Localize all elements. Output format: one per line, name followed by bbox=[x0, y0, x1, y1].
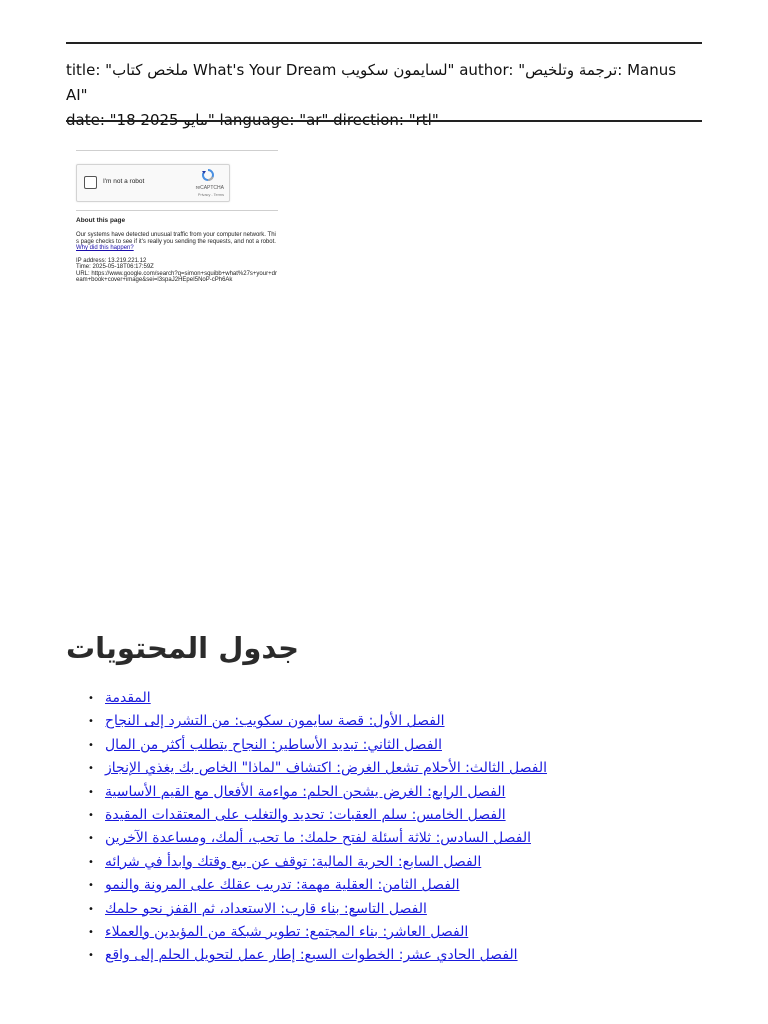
bullet-icon: • bbox=[88, 833, 94, 845]
toc-link[interactable]: الفصل الثامن: العقلية مهمة: تدريب عقلك على المرونة والنمو bbox=[105, 877, 460, 894]
bullet-icon: • bbox=[88, 926, 94, 938]
about-paragraph: Our systems have detected unusual traffic from your computer network. This page checks to see if it's really you sending the requests, and not a robot. bbox=[76, 232, 276, 245]
captcha-screenshot bbox=[76, 150, 278, 290]
toc-link[interactable]: الفصل التاسع: بناء قارب: الاستعداد، ثم القفز نحو حلمك bbox=[105, 900, 427, 917]
recaptcha-widget[interactable] bbox=[76, 164, 230, 202]
timestamp: Time: 2025-05-18T06:17:59Z bbox=[76, 264, 154, 270]
toc-item bbox=[88, 687, 547, 710]
why-link[interactable]: Why did this happen? bbox=[76, 245, 134, 251]
bottom-rule bbox=[66, 120, 702, 122]
bullet-icon: • bbox=[88, 693, 94, 704]
toc-list bbox=[88, 687, 547, 968]
bullet-icon: • bbox=[88, 739, 94, 751]
recaptcha-terms[interactable]: Privacy - Terms bbox=[197, 193, 224, 197]
toc-link[interactable]: المقدمة bbox=[105, 690, 151, 706]
toc-item bbox=[88, 874, 547, 897]
diagnostics bbox=[76, 258, 278, 284]
toc-item bbox=[88, 827, 547, 850]
toc-item bbox=[88, 944, 547, 967]
toc-item bbox=[88, 710, 547, 733]
toc-heading: جدول المحتويات bbox=[66, 631, 300, 665]
toc-item bbox=[88, 804, 547, 827]
recaptcha-checkbox[interactable] bbox=[84, 176, 97, 189]
toc-link[interactable]: الفصل الثاني: تبديد الأساطير: النجاح يتطلب أكثر من المال bbox=[105, 736, 442, 753]
bullet-icon: • bbox=[88, 880, 94, 892]
toc-item bbox=[88, 734, 547, 757]
toc-item bbox=[88, 898, 547, 921]
toc-link[interactable]: الفصل السادس: ثلاثة أسئلة لفتح حلمك: ما تحب، ألمك، ومساعدة الآخرين bbox=[105, 830, 531, 847]
captcha-divider bbox=[76, 210, 278, 211]
toc-item bbox=[88, 781, 547, 804]
toc-link[interactable]: الفصل السابع: الحرية المالية: توقف عن بيع وقتك وابدأ في شرائه bbox=[105, 853, 482, 870]
bullet-icon: • bbox=[88, 716, 94, 728]
top-rule bbox=[66, 42, 702, 44]
front-matter-line-1: title: "ملخص كتاب What's Your Dream لسايمون سكويب" author: "ترجمة وتلخيص: Manus AI" bbox=[66, 61, 677, 104]
toc-item bbox=[88, 851, 547, 874]
request-url: URL: https://www.google.com/search?q=simon+squibb+what%27s+your+dream+book+cover+image&sei=l3spaJ2HEpeI5NoP-cPh6Ak bbox=[76, 270, 277, 283]
about-text bbox=[76, 232, 278, 252]
bullet-icon: • bbox=[88, 903, 94, 915]
bullet-icon: • bbox=[88, 856, 94, 868]
bullet-icon: • bbox=[88, 950, 94, 962]
about-title: About this page bbox=[76, 217, 126, 224]
bullet-icon: • bbox=[88, 786, 94, 798]
toc-link[interactable]: الفصل الثالث: الأحلام تشعل الغرض: اكتشاف "لماذا" الخاص بك يغذي الإنجاز bbox=[105, 760, 547, 777]
recaptcha-label: I'm not a robot bbox=[103, 178, 145, 185]
bullet-icon: • bbox=[88, 809, 94, 821]
toc-link[interactable]: الفصل العاشر: بناء المجتمع: تطوير شبكة من المؤيدين والعملاء bbox=[105, 923, 469, 940]
captcha-divider bbox=[76, 150, 278, 151]
recaptcha-brand: reCAPTCHA bbox=[195, 185, 224, 191]
toc-item bbox=[88, 757, 547, 780]
toc-link[interactable]: الفصل الخامس: سلم العقبات: تحديد والتغلب على المعتقدات المقيدة bbox=[105, 806, 506, 823]
toc-item bbox=[88, 921, 547, 944]
front-matter-line-2: date: "18 مايو 2025" language: "ar" direction: "rtl" bbox=[66, 111, 439, 129]
bullet-icon: • bbox=[88, 763, 94, 775]
toc-link[interactable]: الفصل الحادي عشر: الخطوات السبع: إطار عمل لتحويل الحلم إلى واقع bbox=[105, 947, 518, 964]
recaptcha-logo-icon bbox=[193, 168, 223, 182]
toc-link[interactable]: الفصل الأول: قصة سايمون سكويب: من التشرد إلى النجاح bbox=[105, 713, 445, 730]
toc-link[interactable]: الفصل الرابع: الغرض يشحن الحلم: مواءمة الأفعال مع القيم الأساسية bbox=[105, 783, 506, 800]
ip-address: IP address: 13.219.221.12 bbox=[76, 257, 147, 264]
